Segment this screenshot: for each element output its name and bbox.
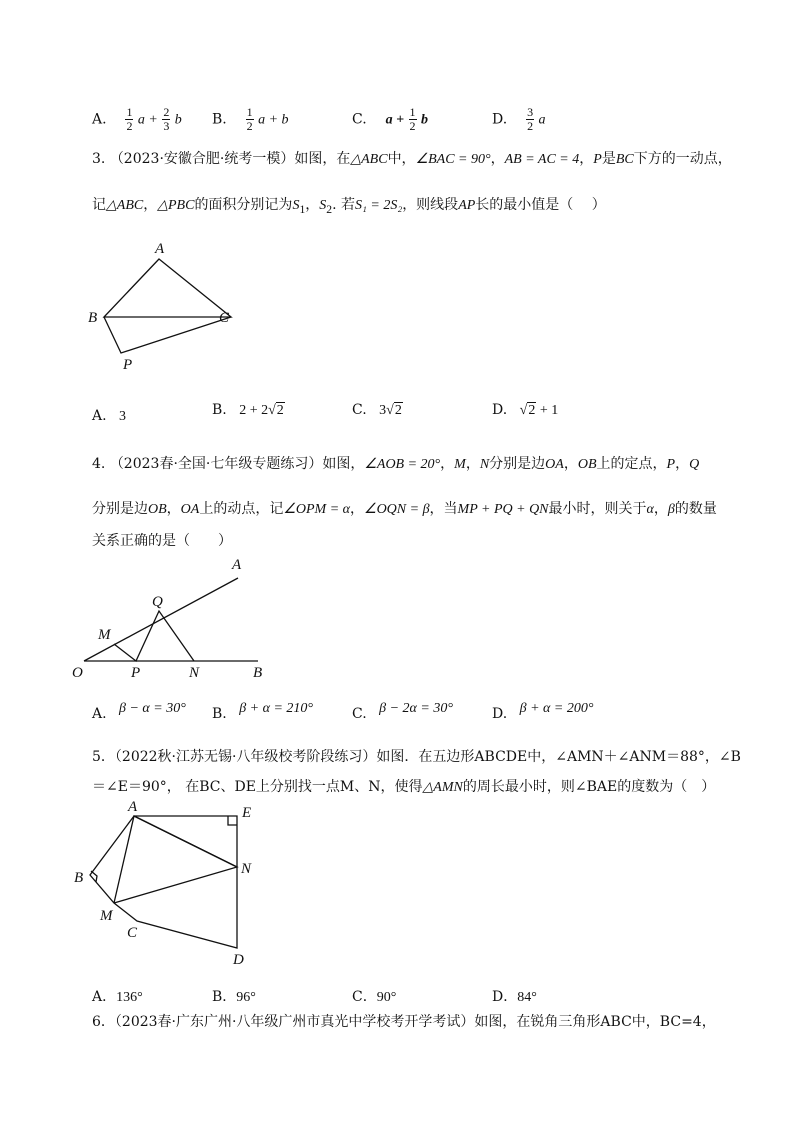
radicand: 2 [528,403,536,418]
q3-option-b: B. 2 + 2√2 [212,402,284,418]
radicand: 2 [394,403,402,418]
option-text: a [538,112,546,128]
option-label: B. [212,706,227,722]
label-b: B [88,310,98,326]
q3-text: 是 [601,151,616,167]
option-text: 2 + 2 [239,403,269,418]
label-p: P [131,665,141,680]
math: S [319,198,327,213]
label-q: Q [152,594,163,610]
q4-text: 的数量 [674,501,717,517]
math: MP + PQ + QN [457,502,549,517]
math: AP [458,198,476,213]
label-m: M [98,627,111,643]
question-number: 4. [92,456,106,472]
math: OB [148,502,167,517]
option-text: b [174,112,182,128]
math: ∠OQN = β [364,502,430,517]
q4-option-d [492,700,594,722]
math: S₁ = 2S₂ [355,198,403,213]
q3-text: （2023·安徽合肥·统考一模）如图，在 [109,151,351,167]
label-b: B [253,665,263,680]
q4-text: 最小时，则关于 [548,501,647,517]
option-text: 3 [119,409,127,424]
q2-option-d [492,106,546,133]
q4-text: ， [653,501,668,517]
q4-text: ， [563,456,578,472]
q4-figure [70,555,270,680]
option-label: C. [352,402,367,418]
question-number: 3. [92,151,106,167]
q4-text: 上的定点， [596,456,667,472]
q4-text: ， [166,501,181,517]
option-text: a + b [258,112,289,128]
q4-text: 分别是边 [489,456,546,472]
math: N [479,457,490,472]
q3-text: ，则线段 [402,197,459,213]
q3-text: ， [579,151,594,167]
label-a: A [155,241,165,257]
math: △PBC [157,198,195,213]
math: △ABC [350,152,388,167]
option-label: B. [212,402,227,418]
label-a: A [232,557,242,573]
math: BC [615,152,634,167]
label-o: O [72,665,83,680]
q5-line-2 [92,778,715,797]
option-text: 90° [376,990,397,1005]
math: P [593,152,602,167]
q3-option-a [92,408,126,425]
fraction: $\frac{1}{2}$ [126,105,133,133]
math: S [292,198,300,213]
option-label: C. [352,706,367,722]
q3-text: ， [490,151,505,167]
q3-text: 下方的一动点， [633,151,732,167]
q3-text: 的面积分别记为 [194,197,293,213]
label-m: M [100,908,113,924]
option-label: A. [92,706,107,722]
label-d: D [233,952,244,968]
option-label: C． [352,989,377,1005]
q4-text: 分别是边 [92,501,148,517]
q3-text: . 若 [332,197,355,213]
path-mpqn [114,611,194,661]
q2-option-a [92,106,182,133]
q3-line-2 [92,196,606,219]
math: 1 [299,202,306,216]
math: OB [577,457,597,472]
q4-line-2 [92,500,717,519]
q5-option-b [212,986,256,1006]
q4-line-3: 关系正确的是（ ） [92,533,232,549]
q3-option-c: C. 3√2 [352,402,402,418]
option-text: + 1 [536,403,559,418]
q4-line-1 [92,455,699,474]
q5-option-d [492,986,537,1006]
q5-text: 的周长最小时，则∠BAE的度数为（ ） [462,779,716,795]
option-text: β + α = 200° [519,701,594,716]
option-text: a + [385,112,405,128]
fraction: $\frac{2}{3}$ [163,105,170,133]
math: M [454,457,466,472]
q3-text: 记 [92,197,106,213]
label-c: C [219,310,230,326]
option-text: 84° [517,990,537,1005]
q5-text: ＝∠E＝90°， 在BC、DE上分别找一点M、N，使得 [92,779,423,795]
q4-text: （2023春·全国·七年级专题练习）如图， [109,456,365,472]
math: OA [545,457,564,472]
option-label: C. [352,111,367,128]
q4-text: ， [350,501,365,517]
q4-option-a [92,700,186,722]
option-text: b [420,112,428,128]
math: OA [180,502,200,517]
math: β [667,502,675,517]
option-label: A． [92,989,117,1005]
label-a: A [128,800,138,815]
q3-option-d: D. √2 + 1 [492,402,559,418]
option-label: D. [492,402,508,418]
q5-line-1: 5．（2022秋·江苏无锡·八年级校考阶段练习）如图．在五边形ABCDE中，∠AMN＋∠ANM＝88°，∠B [92,749,741,765]
option-text: 96° [236,990,256,1005]
math: AB = AC = 4 [504,152,580,167]
label-p: P [123,357,133,373]
option-label: D. [492,706,508,722]
math: ∠AOB = 20° [364,457,441,472]
fraction: $\frac{1}{2}$ [246,105,253,133]
option-text: β − α = 30° [119,701,186,716]
q3-text: ， [143,197,158,213]
option-text: 3 [379,403,387,418]
right-angle-e [228,816,237,825]
q5-option-c [352,986,396,1006]
triangle-pbc [104,317,231,353]
option-label: B． [212,989,237,1005]
triangle-abc [104,259,231,317]
segment-an [134,816,237,867]
q6-line-1: 6．（2023春·广东广州·八年级广州市真光中学校考开学考试）如图，在锐角三角形ABC中，BC=4， [92,1014,716,1030]
ray-oa [84,578,238,661]
q3-figure [80,235,250,375]
q3-line-1 [92,150,732,169]
math: 2 [326,202,333,216]
label-c: C [127,925,138,941]
q5-figure [70,800,270,970]
pentagon-abcde [90,816,237,948]
option-text: β − 2α = 30° [379,701,453,716]
math: Q [689,457,700,472]
q5-option-a [92,986,143,1006]
math: △AMN [422,780,463,795]
math: ∠BAC = 90° [415,152,491,167]
option-label: D． [492,989,518,1005]
q3-text: 长的最小值是（ ） [475,197,606,213]
q3-text: ， [305,197,320,213]
option-label: A. [92,408,107,424]
math: P [666,457,676,472]
label-e: E [242,805,252,821]
option-label: D. [492,111,508,128]
fraction: $\frac{3}{2}$ [527,105,534,133]
math: α [646,502,654,517]
radicand: 2 [276,403,284,418]
label-n: N [189,665,200,680]
q4-text: ， [440,456,455,472]
q4-text: ， [465,456,480,472]
q4-text: ， [675,456,690,472]
q3-text: 中， [387,151,416,167]
q4-text: ，当 [429,501,458,517]
label-b: B [74,870,84,886]
triangle-amn [114,816,237,903]
q4-option-c [352,700,453,722]
option-text: β + α = 210° [239,701,314,716]
label-n: N [241,861,252,877]
q2-option-c [352,106,428,133]
fraction: $\frac{1}{2}$ [409,105,416,133]
q2-option-b [212,106,289,133]
option-text: a + [137,112,158,128]
option-label: A. [92,111,107,128]
math: ∠OPM = α [283,502,351,517]
q4-text: 上的动点，记 [199,501,284,517]
option-text: 136° [116,990,143,1005]
q4-option-b [212,700,314,722]
math: △ABC [106,198,144,213]
option-label: B. [212,111,227,128]
